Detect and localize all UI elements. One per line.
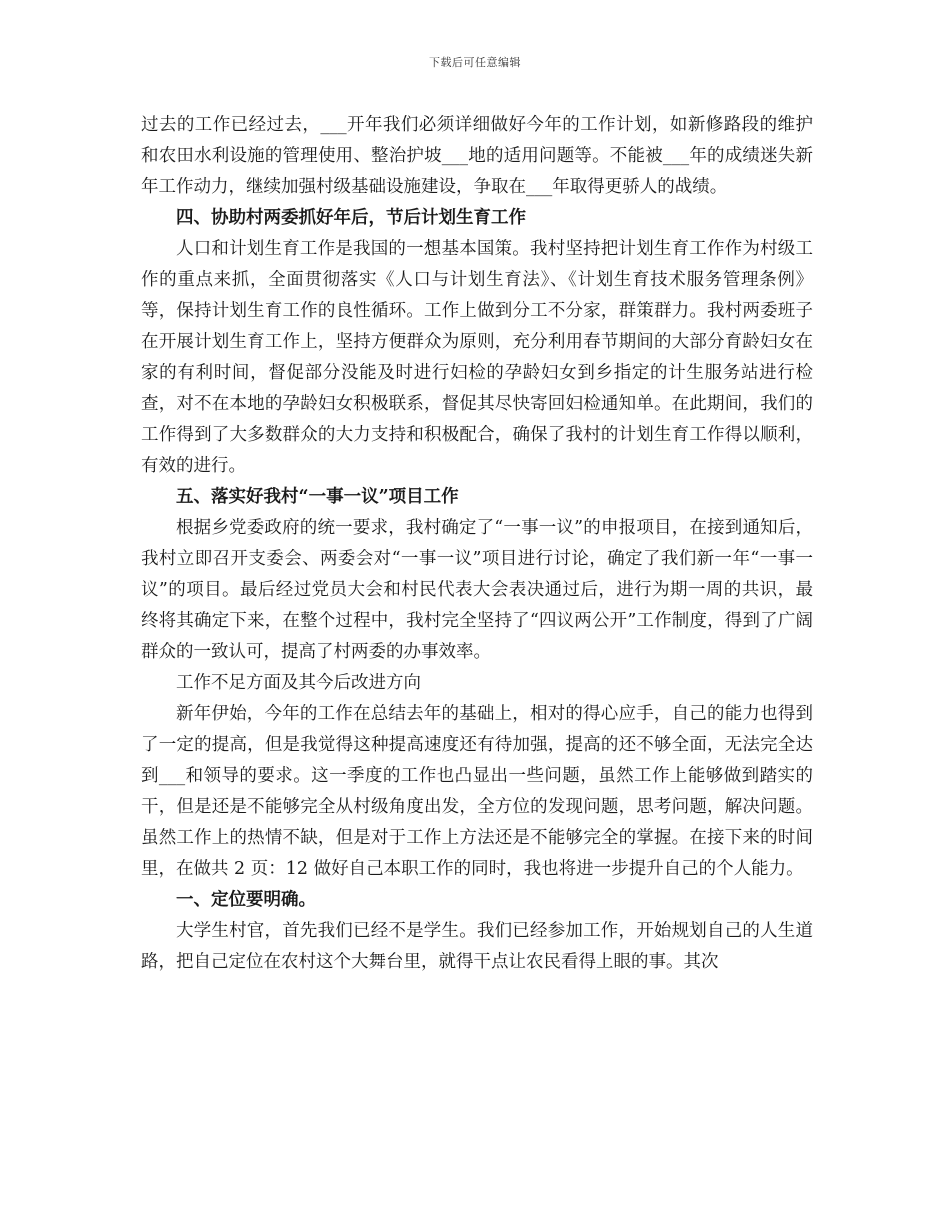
- paragraph-positioning: 大学生村官，首先我们已经不是学生。我们已经参加工作，开始规划自己的人生道路，把自己定位在农村这个大舞台里，就得干点让农民看得上眼的事。其次: [141, 921, 813, 972]
- page-header: 下载后可任意编辑: [429, 56, 521, 69]
- paragraph-shortcomings: 新年伊始，今年的工作在总结去年的基础上，相对的得心应手，自己的能力也得到了一定的提高，但是我觉得这种提高速度还有待加强，提高的还不够全面，无法完全达到___和领导的要求。这一季度的工作也凸显出一些问题，虽然工作上能够做到踏实的干，但是还是不能够完全从村级角度出发，全方位的发现问题，思考问题，解决问题。虽然工作上的热情不缺，但是对于工作上方法还是不能够完全的掌握。在接下来的时间里，在做共 2 页：12 做好自己本职工作的同时，我也将进一步提升自己的个人能力。: [141, 704, 813, 879]
- paragraph-one-matter: 根据乡党委政府的统一要求，我村确定了“一事一议”的申报项目，在接到通知后，我村立即召开支委会、两委会对“一事一议”项目进行讨论，确定了我们新一年“一事一议”的项目。最后经过党员大会和村民代表大会表决通过后，进行为期一周的共识，最终将其确定下来，在整个过程中，我村完全坚持了“四议两公开”工作制度，得到了广阔群众的一致认可，提高了村两委的办事效率。: [141, 518, 813, 662]
- paragraph-family-planning: 人口和计划生育工作是我国的一想基本国策。我村坚持把计划生育工作作为村级工作的重点来抓，全面贯彻落实《人口与计划生育法》、《计划生育技术服务管理条例》等，保持计划生育工作的良性循环。工作上做到分工不分家，群策群力。我村两委班子在开展计划生育工作上，坚持方便群众为原则，充分利用春节期间的大部分育龄妇女在家的有利时间，督促部分没能及时进行妇检的孕龄妇女到乡指定的计生服务站进行检查，对不在本地的孕龄妇女积极联系，督促其尽快寄回妇检通知单。在此期间，我们的工作得到了大多数群众的大力支持和积极配合，确保了我村的计划生育工作得以顺利，有效的进行。: [141, 239, 813, 476]
- paragraph-infrastructure: 过去的工作已经过去，___开年我们必须详细做好今年的工作计划，如新修路段的维护和农田水利设施的管理使用、整治护坡___地的适用问题等。不能被___年的成绩迷失新年工作动力，继续加强村级基础设施建设，争取在___年取得更骄人的战绩。: [141, 115, 813, 197]
- section-heading-positioning: 一、定位要明确。: [176, 890, 316, 910]
- section-heading-family-planning: 四、协助村两委抓好年后，节后计划生育工作: [176, 208, 526, 228]
- paragraph-shortcomings-title: 工作不足方面及其今后改进方向: [176, 673, 421, 693]
- document-body: [141, 110, 813, 978]
- section-heading-one-matter: 五、落实好我村“一事一议”项目工作: [176, 487, 459, 507]
